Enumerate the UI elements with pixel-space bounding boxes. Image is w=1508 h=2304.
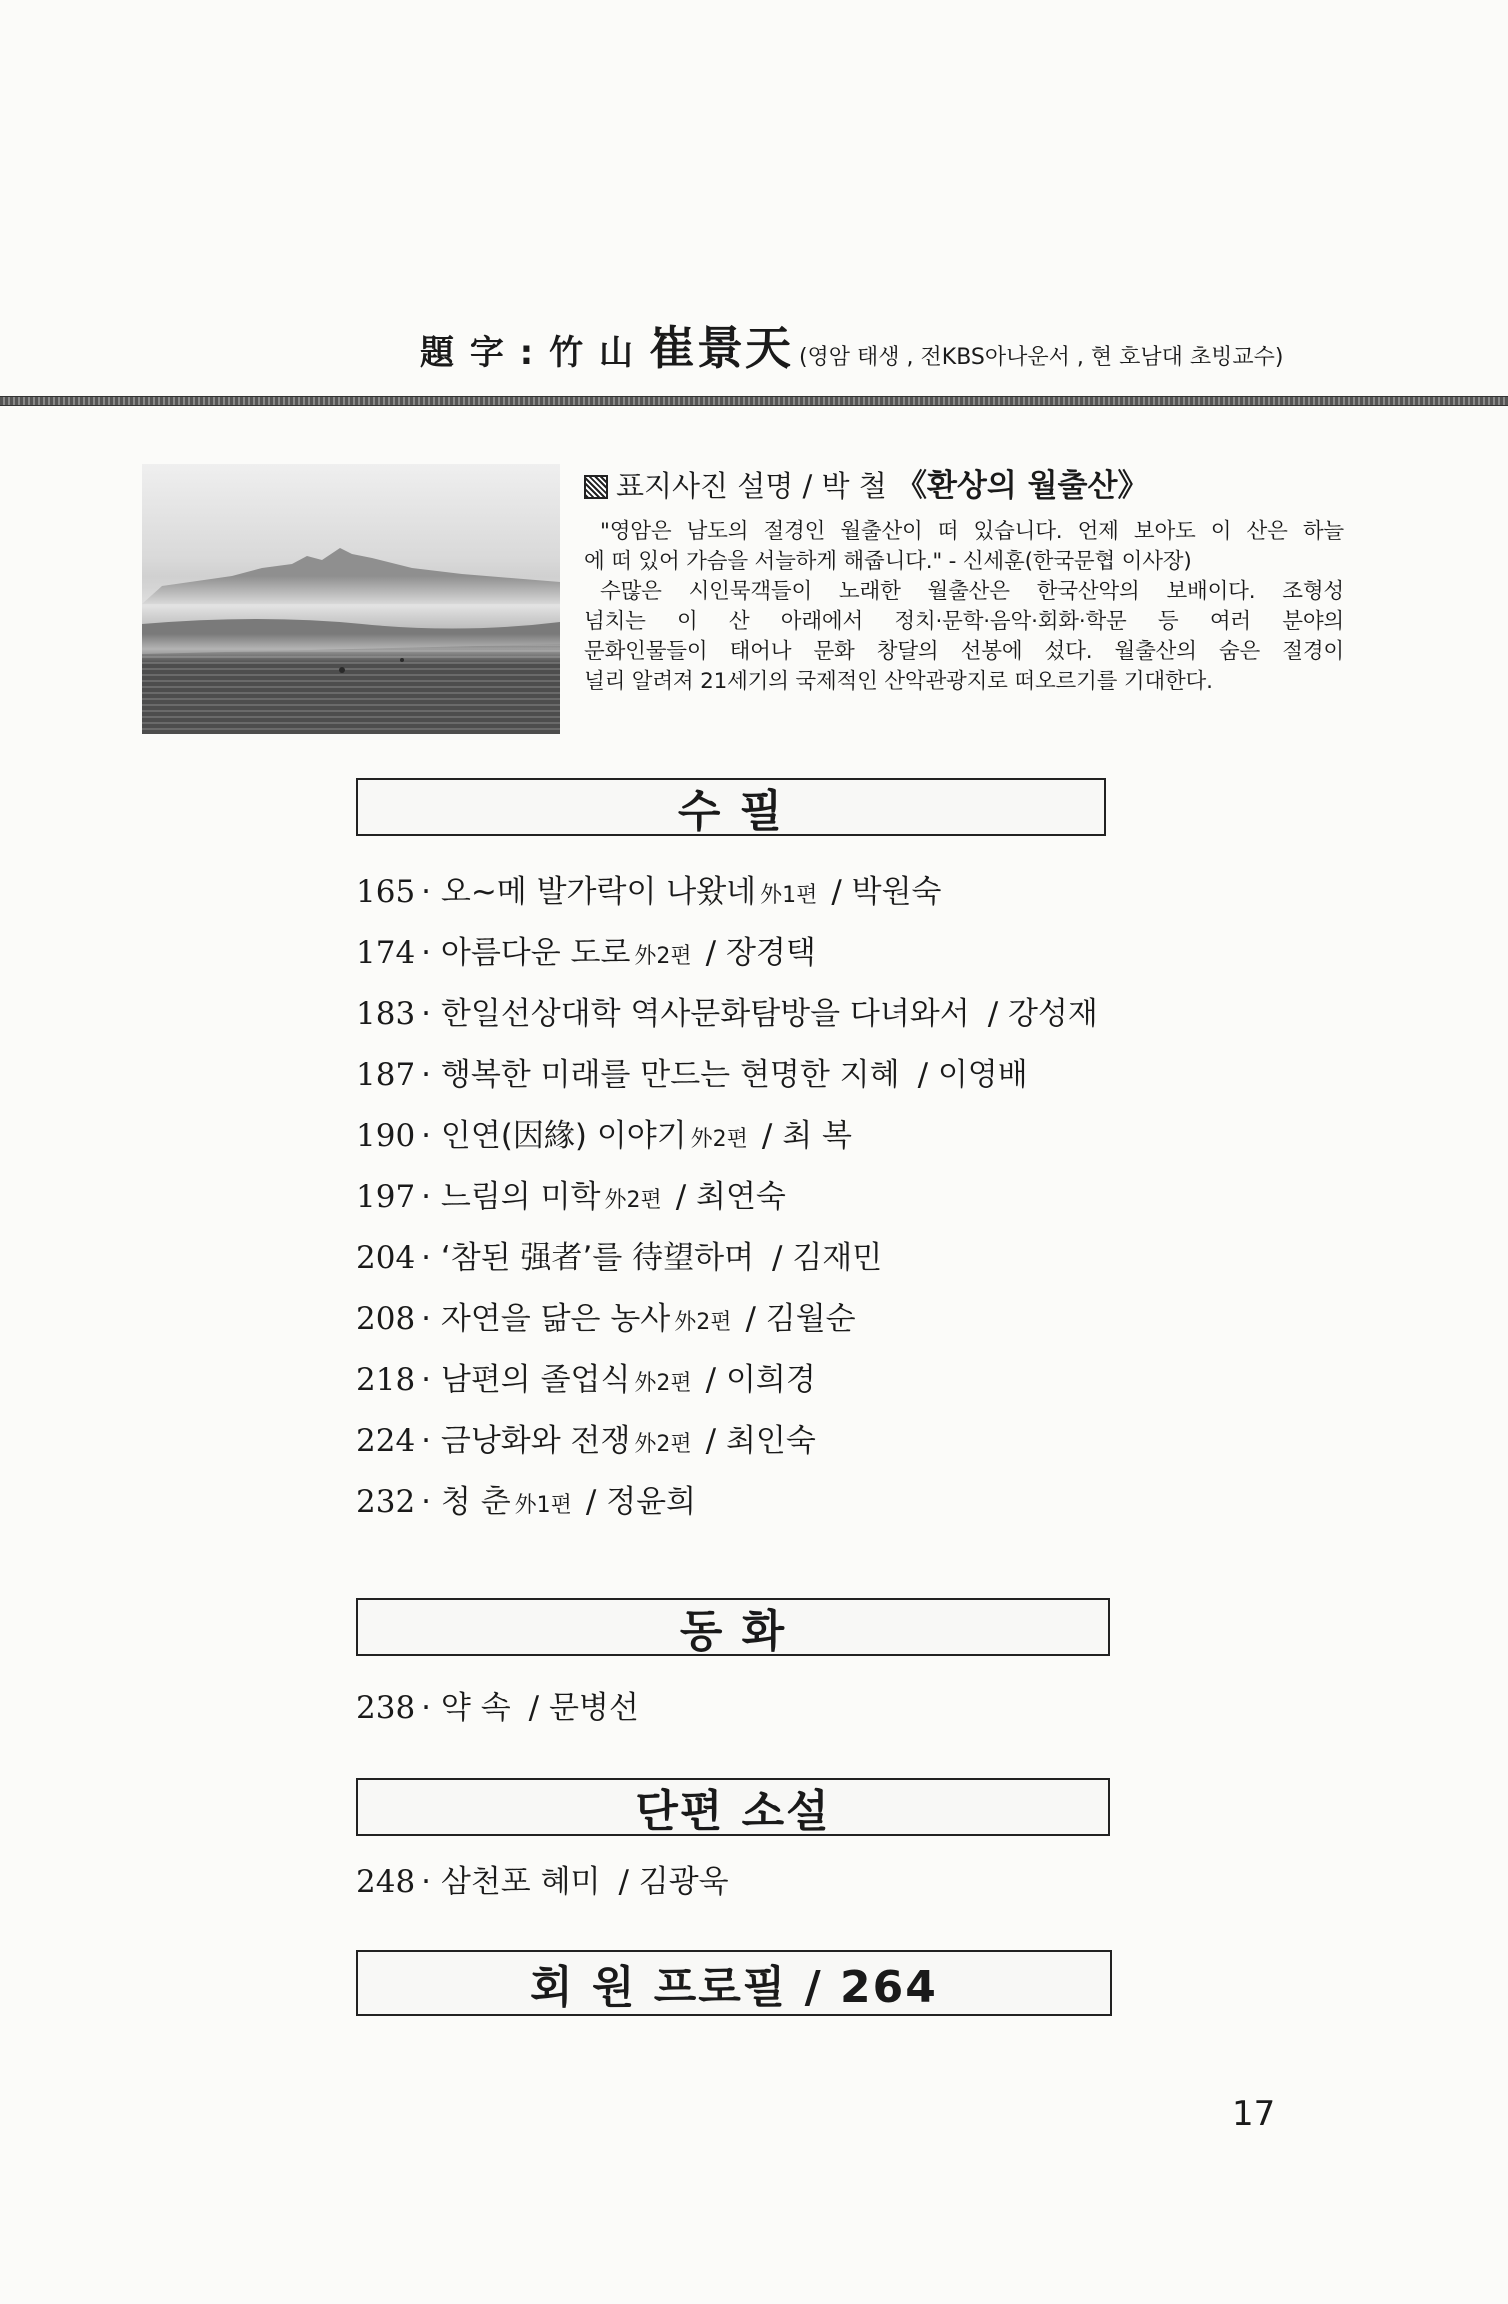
- toc-author: / 김재민: [772, 1240, 883, 1276]
- calligraphy-credit: [420, 312, 1283, 378]
- toc-title: 한일선상대학 역사문화탐방을 다녀와서: [440, 996, 970, 1032]
- toc-page: 187: [356, 1057, 416, 1093]
- toc-entry[interactable]: 204 · ‘참된 强者’를 待望하며 / 김재민: [356, 1240, 883, 1276]
- toc-suffix: 外2편: [690, 1127, 748, 1152]
- toc-author: / 김광욱: [618, 1864, 729, 1900]
- caption-line: 넘치는 이 산 아래에서 정치·문학·음악·회화·학문 등 여러 분야의: [584, 609, 1344, 634]
- toc-suffix: 外2편: [634, 944, 692, 969]
- toc-entry[interactable]: 248 · 삼천포 혜미 / 김광욱: [356, 1864, 729, 1900]
- caption-heading: [584, 460, 1344, 505]
- toc-title: 약 속: [440, 1690, 511, 1726]
- toc-page: 197: [356, 1179, 416, 1215]
- toc-entry[interactable]: 190 · 인연(因緣) 이야기 外2편 / 최 복: [356, 1118, 852, 1154]
- toc-list-fairy-tale: [356, 1678, 639, 1739]
- toc-title: 행복한 미래를 만드는 현명한 지혜: [440, 1057, 900, 1093]
- toc-author: / 최 복: [761, 1118, 852, 1154]
- toc-author: / 이희경: [705, 1362, 816, 1398]
- caption-line: "영암은 남도의 절경인 월출산이 떠 있습니다. 언제 보아도 이 산은 하늘: [600, 519, 1344, 544]
- toc-page: 248: [356, 1864, 416, 1900]
- section-header-short-story: 단편 소설: [356, 1778, 1110, 1836]
- toc-suffix: 外1편: [760, 883, 818, 908]
- toc-author: / 문병선: [528, 1690, 639, 1726]
- toc-page: 232: [356, 1484, 416, 1520]
- caption-line: 에 떠 있어 가슴을 서늘하게 해줍니다." - 신세훈(한국문협 이사장): [584, 549, 1192, 574]
- toc-entry[interactable]: 224 · 금낭화와 전쟁 外2편 / 최인숙: [356, 1423, 816, 1459]
- toc-title: ‘참된 强者’를 待望하며: [440, 1240, 755, 1276]
- toc-author: / 박원숙: [831, 874, 942, 910]
- toc-author: / 김월순: [745, 1301, 856, 1337]
- toc-title: 오~메 발가락이 나왔네: [440, 874, 757, 910]
- toc-list-essay: [356, 862, 1098, 1533]
- toc-title: 느림의 미학: [440, 1179, 601, 1215]
- toc-page: 238: [356, 1690, 416, 1726]
- caption-line: 문화인물들이 태어나 문화 창달의 선봉에 섰다. 월출산의 숨은 절경이: [584, 639, 1344, 664]
- cover-caption: [584, 460, 1344, 697]
- toc-suffix: 外2편: [634, 1371, 692, 1396]
- toc-page: 190: [356, 1118, 416, 1154]
- toc-entry[interactable]: 197 · 느림의 미학 外2편 / 최연숙: [356, 1179, 786, 1215]
- toc-page: 165: [356, 874, 416, 910]
- toc-entry[interactable]: 165 · 오~메 발가락이 나왔네 外1편 / 박원숙: [356, 874, 942, 910]
- toc-page: 224: [356, 1423, 416, 1459]
- toc-entry[interactable]: 183 · 한일선상대학 역사문화탐방을 다녀와서 / 강성재: [356, 996, 1098, 1032]
- toc-page: 218: [356, 1362, 416, 1398]
- toc-author: / 최인숙: [705, 1423, 816, 1459]
- toc-entry[interactable]: 238 · 약 속 / 문병선: [356, 1690, 639, 1726]
- cover-photo: [142, 464, 560, 734]
- toc-author: / 강성재: [987, 996, 1098, 1032]
- toc-page: 208: [356, 1301, 416, 1337]
- caption-line: 수많은 시인묵객들이 노래한 월출산은 한국산악의 보배이다. 조형성: [600, 579, 1344, 604]
- toc-entry[interactable]: 208 · 자연을 닮은 농사 外2편 / 김월순: [356, 1301, 856, 1337]
- caption-body: [584, 517, 1344, 697]
- calligrapher-note: (영암 태생 , 전KBS아나운서 , 현 호남대 초빙교수): [798, 345, 1284, 370]
- toc-author: / 최연숙: [675, 1179, 786, 1215]
- section-header-essay: 수 필: [356, 778, 1106, 836]
- section-header-fairy-tale: 동 화: [356, 1598, 1110, 1656]
- hatched-square-icon: [584, 475, 608, 499]
- toc-entry[interactable]: 187 · 행복한 미래를 만드는 현명한 지혜 / 이영배: [356, 1057, 1028, 1093]
- toc-title: 자연을 닮은 농사: [440, 1301, 671, 1337]
- toc-suffix: 外2편: [604, 1188, 662, 1213]
- toc-entry[interactable]: 218 · 남편의 졸업식 外2편 / 이희경: [356, 1362, 816, 1398]
- toc-entry[interactable]: 174 · 아름다운 도로 外2편 / 장경택: [356, 935, 816, 971]
- page-number: 17: [1232, 2094, 1276, 2134]
- toc-entry[interactable]: 232 · 청 춘 外1편 / 정윤희: [356, 1484, 697, 1520]
- toc-author: / 정윤희: [585, 1484, 697, 1520]
- toc-title: 인연(因緣) 이야기: [440, 1118, 687, 1154]
- toc-title: 금낭화와 전쟁: [440, 1423, 631, 1459]
- toc-suffix: 外1편: [514, 1493, 572, 1518]
- toc-title: 남편의 졸업식: [440, 1362, 631, 1398]
- toc-page: 183: [356, 996, 416, 1032]
- toc-title: 청 춘: [440, 1484, 511, 1520]
- toc-list-short-story: [356, 1852, 729, 1913]
- toc-author: / 이영배: [917, 1057, 1028, 1093]
- toc-suffix: 外2편: [634, 1432, 692, 1457]
- header-rule: [0, 396, 1508, 406]
- toc-title: 아름다운 도로: [440, 935, 631, 971]
- toc-page: 174: [356, 935, 416, 971]
- section-header-profile[interactable]: 회 원 프로필 / 264: [356, 1950, 1112, 2016]
- toc-page: 204: [356, 1240, 416, 1276]
- toc-title: 삼천포 혜미: [440, 1864, 601, 1900]
- caption-heading-title: 《환상의 월출산》: [895, 468, 1149, 504]
- calligraphy-label: 題 字 : 竹 山: [420, 333, 635, 373]
- toc-author: / 장경택: [705, 935, 816, 971]
- caption-line: 널리 알려져 21세기의 국제적인 산악관광지로 떠오르기를 기대한다.: [584, 669, 1213, 694]
- toc-suffix: 外2편: [674, 1310, 732, 1335]
- calligrapher-name: 崔景天: [648, 321, 793, 375]
- caption-heading-prefix: 표지사진 설명 / 박 철: [616, 469, 887, 503]
